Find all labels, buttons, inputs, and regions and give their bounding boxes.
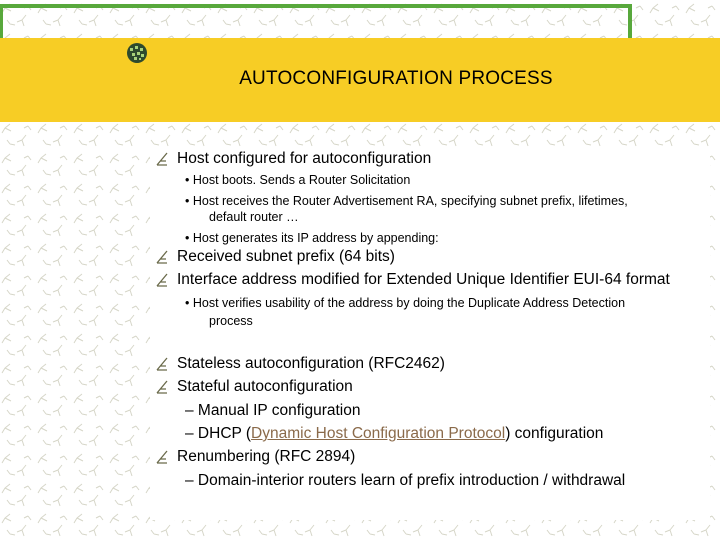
item-host-verifies-cont: process — [209, 314, 253, 328]
item-renumbering: Renumbering (RFC 2894) — [177, 448, 356, 465]
leaf-bullet-icon — [155, 380, 169, 394]
dhcp-link[interactable]: Dynamic Host Configuration Protocol — [251, 425, 506, 442]
frame-line-left — [0, 4, 3, 38]
leaf-bullet-icon — [155, 152, 169, 166]
item-host-receives: • Host receives the Router Advertisement RA, specifying subnet prefix, lifetimes, — [185, 194, 628, 208]
frame-line-right — [628, 4, 632, 38]
item-host-verifies: • Host verifies usability of the address by doing the Duplicate Address Detection — [185, 296, 626, 310]
item-host-generates: • Host generates its IP address by appending: — [185, 231, 439, 245]
item-host-configured: Host configured for autoconfiguration — [177, 150, 432, 167]
page-title: AUTOCONFIGURATION PROCESS — [239, 68, 553, 89]
item-manual-ip: – Manual IP configuration — [185, 402, 361, 419]
item-host-receives-cont: default router … — [209, 210, 299, 224]
item-interface-address: Interface address modified for Extended Unique Identifier EUI-64 format — [177, 271, 670, 288]
dhcp-prefix: – DHCP ( — [185, 425, 252, 442]
globe-icon — [126, 42, 148, 64]
leaf-bullet-icon — [155, 450, 169, 464]
item-received-prefix: Received subnet prefix (64 bits) — [177, 248, 395, 265]
leaf-bullet-icon — [155, 250, 169, 264]
leaf-bullet-icon — [155, 357, 169, 371]
item-stateful: Stateful autoconfiguration — [177, 378, 353, 395]
item-stateless: Stateless autoconfiguration (RFC2462) — [177, 355, 445, 372]
frame-line-top — [0, 4, 632, 8]
leaf-bullet-icon — [155, 273, 169, 287]
item-dhcp — [185, 425, 603, 443]
item-domain-interior: – Domain-interior routers learn of prefix introduction / withdrawal — [185, 472, 626, 489]
item-host-boots: • Host boots. Sends a Router Solicitation — [185, 173, 411, 187]
dhcp-suffix: ) configuration — [505, 425, 604, 442]
